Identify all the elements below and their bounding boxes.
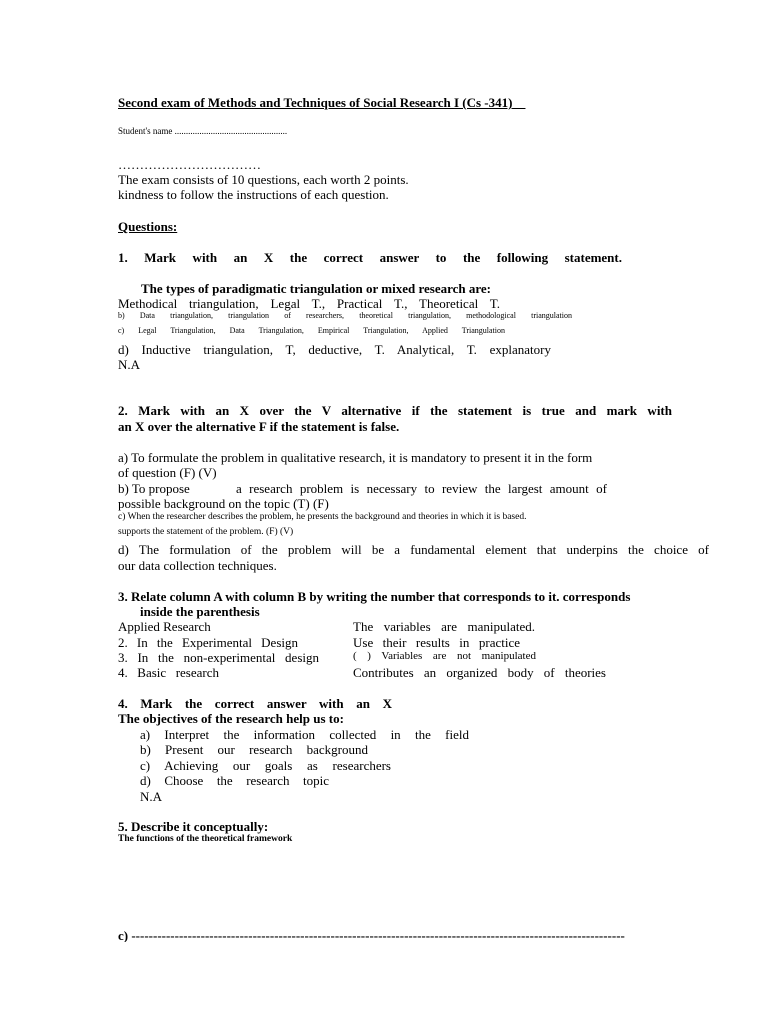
q2-item-d-line-1: d) The formulation of the problem will be a fundamental element that underpins the choice of bbox=[118, 542, 709, 557]
q1-option-c: c) Legal Triangulation, Data Triangulation, Empirical Triangulation, Applied Triangulation bbox=[118, 326, 505, 335]
q1-option-d: d) Inductive triangulation, T, deductive, T. Analytical, T. explanatory bbox=[118, 342, 551, 357]
q3-column-b-item: The variables are manipulated. bbox=[353, 619, 535, 634]
q1-option-b: b) Data triangulation, triangulation of researchers, theoretical triangulation, methodological triangulation bbox=[118, 311, 572, 320]
q2-item-a-line-1: a) To formulate the problem in qualitative research, it is mandatory to present it in the form bbox=[118, 450, 593, 465]
q1-option-na: N.A bbox=[118, 357, 141, 372]
q1-option-a: Methodical triangulation, Legal T., Practical T., Theoretical T. bbox=[118, 296, 500, 311]
q3-prompt-line-1: 3. Relate column A with column B by writing the number that corresponds to it. corresponds bbox=[118, 589, 631, 604]
intro-line-2: kindness to follow the instructions of each question. bbox=[118, 187, 389, 202]
student-name-line: Student's name .................................................. bbox=[118, 126, 288, 136]
q4-option: b) Present our research background bbox=[140, 742, 368, 757]
q4-option: c) Achieving our goals as researchers bbox=[140, 758, 391, 773]
q4-prompt: 4. Mark the correct answer with an X bbox=[118, 696, 392, 711]
q2-item-c-line-1: c) When the researcher describes the problem, he presents the background and theories in which it is based. bbox=[118, 512, 527, 522]
q2-prompt-line-1: 2. Mark with an X over the V alternative if the statement is true and mark with bbox=[118, 403, 672, 418]
q5-subtitle: The functions of the theoretical framework bbox=[118, 834, 293, 844]
intro-line-1: The exam consists of 10 questions, each worth 2 points. bbox=[118, 172, 409, 187]
q1-prompt: 1. Mark with an X the correct answer to the following statement. bbox=[118, 250, 622, 265]
q1-subtitle: The types of paradigmatic triangulation or mixed research are: bbox=[141, 281, 492, 296]
q2-item-b-line-2: possible background on the topic (T) (F) bbox=[118, 496, 329, 511]
q2-prompt-line-2: an X over the alternative F if the statement is false. bbox=[118, 419, 400, 434]
q4-option: N.A bbox=[140, 789, 163, 804]
dots-line: …………………………… bbox=[118, 157, 261, 172]
answer-line-label: c) ------------------------------------------------------------------------------------------------------------------ bbox=[118, 929, 625, 942]
exam-title: Second exam of Methods and Techniques of Social Research I (Cs -341) bbox=[118, 95, 513, 110]
q5-prompt: 5. Describe it conceptually: bbox=[118, 819, 269, 834]
q3-column-a-item: Applied Research bbox=[118, 619, 211, 634]
q2-item-d-line-2: our data collection techniques. bbox=[118, 558, 277, 573]
q3-column-b-item: ( ) Variables are not manipulated bbox=[353, 650, 536, 662]
q3-column-a-item: 2. In the Experimental Design bbox=[118, 635, 298, 650]
answer-line bbox=[118, 929, 651, 942]
questions-heading: Questions: bbox=[118, 219, 178, 234]
q3-column-b-item: Use their results in practice bbox=[353, 635, 520, 650]
q4-option: a) Interpret the information collected in the field bbox=[140, 727, 469, 742]
q3-column-a-item: 4. Basic research bbox=[118, 665, 219, 680]
q2-item-c-line-2: supports the statement of the problem. (F) (V) bbox=[118, 527, 294, 537]
q3-prompt-line-2: inside the parenthesis bbox=[140, 604, 260, 619]
q4-subtitle: The objectives of the research help us to: bbox=[118, 711, 344, 726]
q4-option: d) Choose the research topic bbox=[140, 773, 329, 788]
q2-item-a-line-2: of question (F) (V) bbox=[118, 465, 217, 480]
q3-column-a-item: 3. In the non-experimental design bbox=[118, 650, 319, 665]
q2-item-b-line-1b: a research problem is necessary to review the largest amount of bbox=[236, 481, 607, 496]
q2-item-b-line-1a: b) To propose bbox=[118, 481, 190, 496]
q3-column-b-item: Contributes an organized body of theories bbox=[353, 665, 606, 680]
